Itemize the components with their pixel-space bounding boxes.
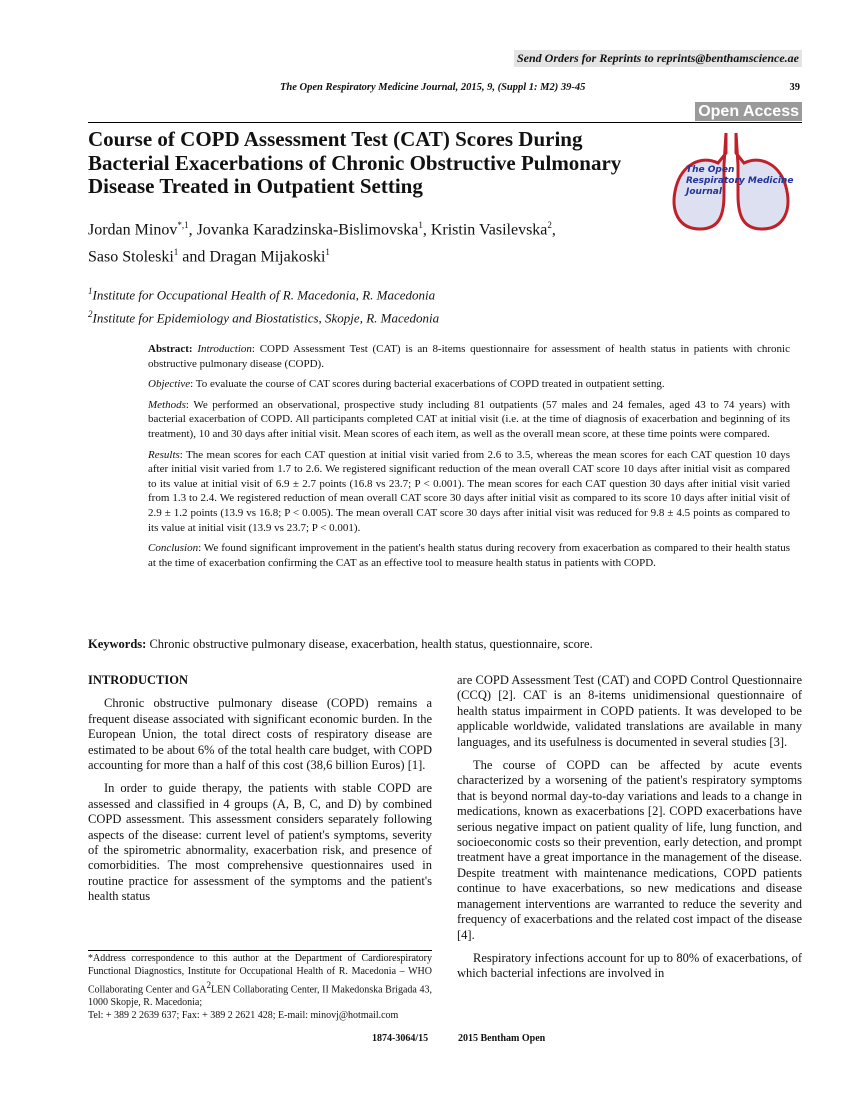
abstract-conclusion (148, 541, 790, 570)
author-affiliation-mark: 1 (418, 220, 423, 230)
footnote-text: *Address correspondence to this author at the Department of Cardiorespiratory Functional Diagnostics, Institute for Occupational Health of R. Macedonia – WHO Collaborating Center and GA (88, 953, 432, 995)
page-number: 39 (789, 82, 800, 93)
left-column (88, 673, 432, 913)
section-heading: INTRODUCTION (88, 673, 189, 687)
abstract-methods (148, 398, 790, 442)
section-text: : We performed an observational, prospective study including 81 outpatients (57 males and 24 females, aged 43 to 74 years) with bacterial exacerbation of COPD. All participants completed CAT at initial visit (i.e. at the time of diagnosis of exacerbation and beginning of its treatment), 10 and 30 days after initial visit. Mean scores of each item, as well as the overall mean score, at these time points were compared. (148, 398, 790, 440)
author-affiliation-mark: 1 (173, 247, 179, 258)
section-label: Methods (148, 398, 186, 411)
header-rule (88, 122, 802, 123)
logo-line-1: The Open (686, 165, 735, 175)
abstract-introduction (148, 342, 790, 371)
abstract-results (148, 448, 790, 536)
affiliation (88, 286, 435, 303)
logo-line-3: Journal (686, 187, 722, 197)
section-label: Objective (148, 378, 191, 391)
separator: , (551, 221, 556, 239)
affiliation (88, 309, 439, 326)
author: Dragan Mijakoski (209, 248, 326, 266)
footnote-rule (88, 950, 432, 951)
publisher: 2015 Bentham Open (458, 1033, 546, 1044)
paragraph: The course of COPD can be affected by acute events characterized by a worsening of the patient's respiratory symptoms that is beyond normal day-to-day variations and leads to a change in medications, known as exacerbations [2]. COPD exacerbations have serious negative impact on patient quality of life, lung function, and socioeconomic costs so their prevention, early detection, and prompt treatment have a great importance in the management of the disease. Despite treatment with maintenance medications, COPD patients continue to have exacerbations, so new medications and disease management interventions are warranted to reduce the severity and frequency of exacerbations and the related cost impact of the disease [4]. (457, 758, 802, 942)
section-label: Conclusion (148, 542, 199, 555)
right-column (457, 673, 802, 990)
keywords-label: Keywords: (88, 637, 147, 651)
journal-logo (660, 125, 802, 235)
separator: , (188, 221, 197, 239)
journal-reference: The Open Respiratory Medicine Journal, 2015, 9, (Suppl 1: M2) 39-45 (280, 82, 586, 93)
section-text: : COPD Assessment Test (CAT) is an 8-items questionnaire for assessment of health status in patients with chronic obstructive pulmonary disease (COPD). (148, 343, 790, 370)
superscript: 2 (206, 979, 211, 990)
author-affiliation-mark: 1 (325, 247, 330, 258)
section-text: : We found significant improvement in the patient's health status during recovery from exacerbation as compared to their health status at the time of exacerbation confirming the CAT as an effective tool to measure health status in patients with COPD. (148, 542, 790, 569)
paragraph: Chronic obstructive pulmonary disease (COPD) remains a frequent disease associated with significant economic burden. In the European Union, the total direct costs of respiratory disease are estimated to be about 6% of the total health care budget, with COPD accounting for more than a half of this cost (38,6 billion Euros) [1]. (88, 696, 432, 773)
section-label: Introduction (197, 343, 252, 355)
abstract-objective (148, 377, 790, 392)
keywords (88, 637, 802, 652)
author-list (88, 214, 608, 269)
affiliation-mark: 1 (88, 286, 93, 296)
section-text: : The mean scores for each CAT question at initial visit varied from 2.6 to 3.5, whereas the mean scores for each CAT question 10 days after initial visit varied from 1.7 to 2.6. We registered significant reduction of the mean overall CAT score 10 days after initial visit as compared to its value at initial visit of 6.9 ± 2.7 points (16.8 vs 23.7; P < 0.001). The mean scores for each CAT question 30 days after initial visit varied from 1.3 to 2.4. We registered reduction of mean overall CAT score 30 days after initial visit as compared to its score 10 days after initial visit of 2.9 ± 1.2 points (13.9 vs 16.8; P < 0.005). The mean overall CAT score 30 days after initial visit was reduced for 9.8 ± 4.5 points as compared to its value at initial visit (13.9 vs 23.7; P < 0.001). (148, 448, 790, 534)
separator: and (178, 248, 210, 266)
issn: 1874-3064/15 (372, 1033, 429, 1044)
article-title: Course of COPD Assessment Test (CAT) Scores During Bacterial Exacerbations of Chronic Obstructive Pulmonary Disease Treated in Outpatient Setting (88, 127, 622, 198)
section-text: : To evaluate the course of CAT scores during bacterial exacerbations of COPD treated in outpatient setting. (190, 378, 665, 391)
abstract-label: Abstract: (148, 343, 193, 355)
open-access-badge: Open Access (695, 102, 802, 121)
keywords-text: Chronic obstructive pulmonary disease, exacerbation, health status, questionnaire, score. (146, 637, 593, 651)
section-label: Results (148, 448, 180, 461)
paragraph: Respiratory infections account for up to 80% of exacerbations, of which bacterial infections are involved in (457, 950, 802, 981)
affiliation-mark: 2 (88, 309, 93, 319)
footnote-contact: Tel: + 389 2 2639 637; Fax: + 389 2 2621 428; E-mail: minovj@hotmail.com (88, 1009, 399, 1021)
footnote-text: LEN Collaborating Center, II Makedonska Brigada 43, 1000 Skopje, R. Macedonia; (88, 983, 432, 1008)
author: Saso Stoleski (88, 248, 174, 266)
correspondence-footnote (88, 953, 432, 1022)
author: Jordan Minov (88, 221, 178, 239)
author-affiliation-mark: 2 (547, 220, 552, 230)
affiliation-text: Institute for Epidemiology and Biostatistics, Skopje, R. Macedonia (92, 310, 440, 326)
affiliation-text: Institute for Occupational Health of R. Macedonia, R. Macedonia (92, 287, 436, 303)
paragraph: are COPD Assessment Test (CAT) and COPD Control Questionnaire (CCQ) [2]. CAT is an 8-items unidimensional questionnaire of health status impairment in COPD patients. It was developed to be applicable worldwide, validated translations are available in many languages, and its usefulness is documented in several studies [3]. (457, 673, 802, 749)
author-affiliation-mark: *,1 (177, 220, 189, 230)
abstract (148, 342, 790, 576)
author: Kristin Vasilevska (430, 221, 548, 239)
author: Jovanka Karadzinska-Bislimovska (196, 221, 419, 239)
separator: , (422, 221, 431, 239)
paragraph: In order to guide therapy, the patients with stable COPD are assessed and classified in 4 groups (A, B, C, and D) by combined COPD assessment. This assessment considers separately following aspects of the disease: current level of patient's symptoms, severity of the spirometric abnormality, exacerbation risk, and presence of comorbidities. The most comprehensive questionnaires used in routine practice for assessment of the symptoms and the patient's health status (88, 781, 432, 904)
reprint-notice: Send Orders for Reprints to reprints@benthamscience.ae (514, 50, 802, 67)
logo-line-2: Respiratory Medicine (686, 176, 794, 186)
